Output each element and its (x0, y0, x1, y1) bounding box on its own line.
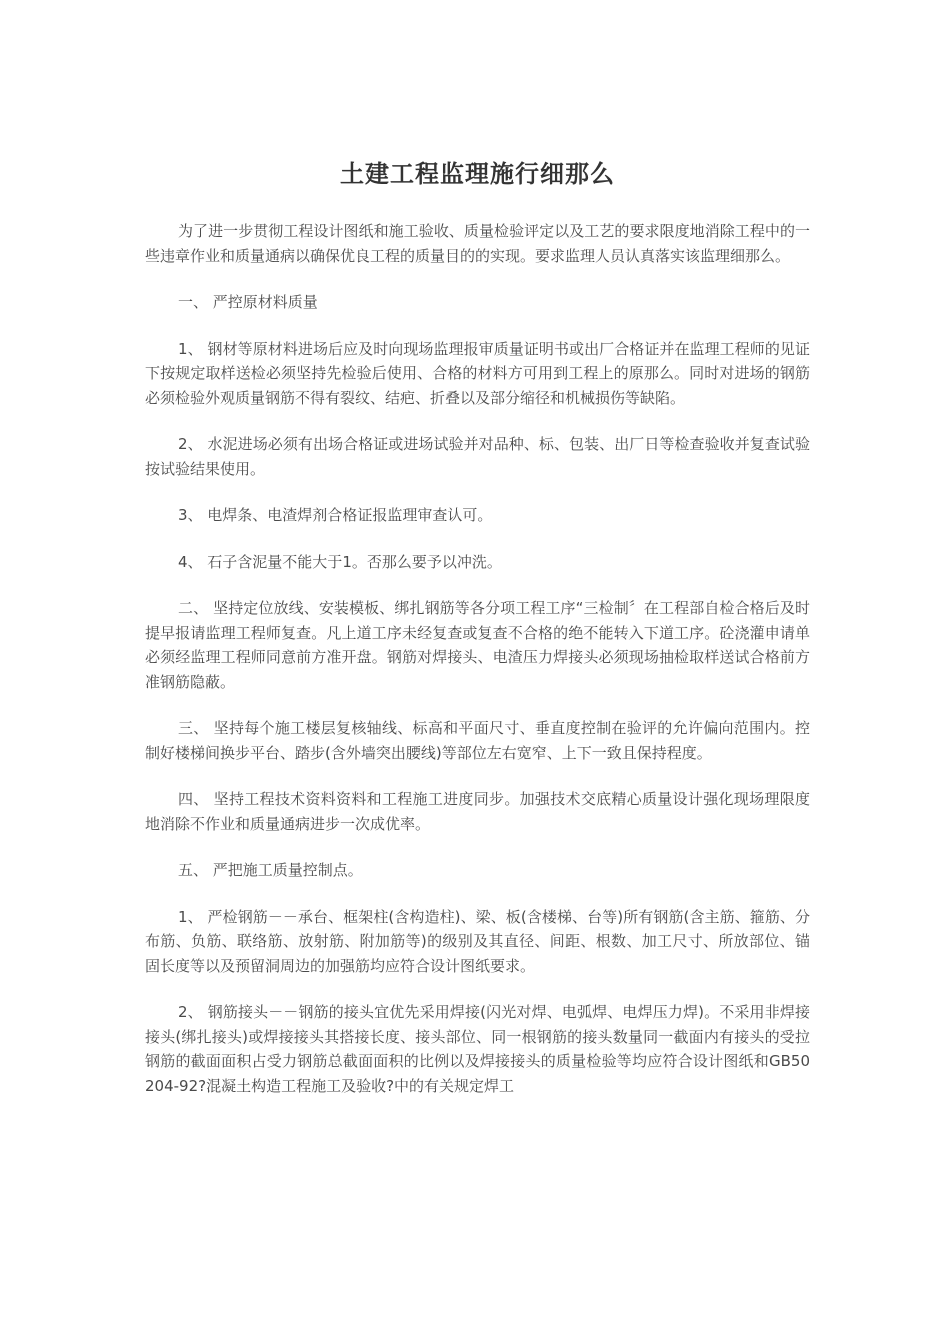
document-body (145, 219, 810, 1120)
section-4: 四、 坚持工程技术资料资料和工程施工进度同步。加强技术交底精心质量设计强化现场理限度地消除不作业和质量通病进步一次成优率。 (145, 790, 810, 833)
section-heading-1: 一、 严控原材料质量 (178, 293, 318, 311)
paragraph-5-2: 2、 钢筋接头－－钢筋的接头宜优先采用焊接(闪光对焊、电弧焊、电焊压力焊)。不采用非焊接接头(绑扎接头)或焊接接头其搭接长度、接头部位、同一根钢筋的接头数量同一截面内有接头的受拉钢筋的截面面积占受力钢筋总截面面积的比例以及焊接接头的质量检验等均应符合设计图纸和GB50204-92?混凝土构造工程施工及验收?中的有关规定焊工 (145, 1003, 810, 1095)
document-title: 土建工程监理施行细那么 (340, 160, 615, 188)
section-heading-5: 五、 严把施工质量控制点。 (178, 861, 363, 879)
section-2: 二、 坚持定位放线、安装模板、绑扎钢筋等各分项工程工序“三检制〞在工程部自检合格后及时提早报请监理工程师复查。凡上道工序未经复查或复查不合格的绝不能转入下道工序。砼浇灌申请单必须经监理工程师同意前方准开盘。钢筋对焊接头、电渣压力焊接头必须现场抽检取样送试合格前方准钢筋隐蔽。 (145, 599, 810, 691)
paragraph-1-1: 1、 钢材等原材料进场后应及时向现场监理报审质量证明书或出厂合格证并在监理工程师的见证下按规定取样送检必须坚持先检验后使用、合格的材料方可用到工程上的原那么。同时对进场的钢筋必须检验外观质量钢筋不得有裂纹、结疤、折叠以及部分缩径和机械损伤等缺陷。 (145, 339, 810, 407)
paragraph-1-4: 4、 石子含泥量不能大于1。否那么要予以冲洗。 (178, 552, 502, 571)
paragraph-1-2: 2、 水泥进场必须有出场合格证或进场试验并对品种、标、包装、出厂日等检查验收并复查试验按试验结果使用。 (145, 435, 810, 478)
section-3: 三、 坚持每个施工楼层复核轴线、标高和平面尺寸、垂直度控制在验评的允许偏向范围内。控制好楼梯间换步平台、踏步(含外墙突出腰线)等部位左右宽窄、上下一致且保持程度。 (145, 719, 810, 762)
paragraph-5-1: 1、 严检钢筋－－承台、框架柱(含构造柱)、梁、板(含楼梯、台等)所有钢筋(含主筋、箍筋、分布筋、负筋、联络筋、放射筋、附加筋等)的级别及其直径、间距、根数、加工尺寸、所放部位、锚固长度等以及预留洞周边的加强筋均应符合设计图纸要求。 (145, 907, 810, 975)
paragraph-intro: 为了进一步贯彻工程设计图纸和施工验收、质量检验评定以及工艺的要求限度地消除工程中的一些违章作业和质量通病以确保优良工程的质量目的的实现。要求监理人员认真落实该监理细那么。 (145, 222, 810, 265)
paragraph-1-3: 3、 电焊条、电渣焊剂合格证报监理审查认可。 (178, 506, 493, 524)
